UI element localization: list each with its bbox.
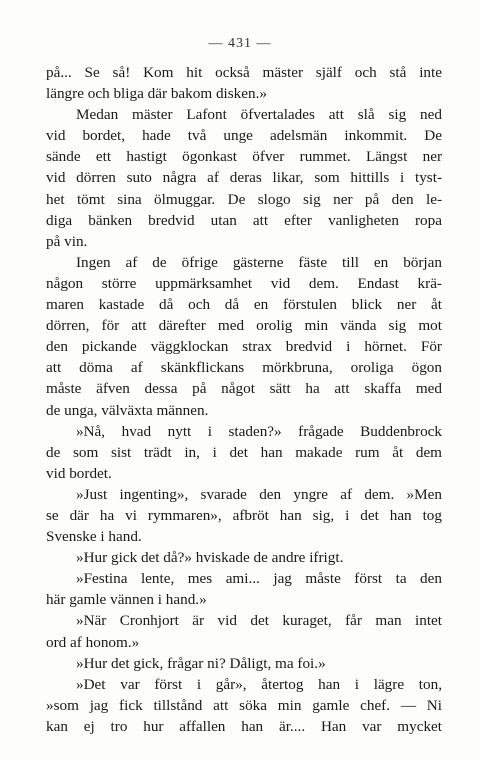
text-line: »Nå, hvad nytt i staden?» frågade Buddenbrock — [76, 422, 442, 440]
text-line: på... Se så! Kom hit också mäster själf och stå inte — [46, 64, 442, 81]
text-line: att döma af skänkflickans mörkbruna, oroliga ögon — [46, 359, 442, 377]
text-line: Ingen af de öfrige gästerne fäste till en början — [76, 253, 442, 271]
text-line: på vin. — [46, 232, 88, 250]
text-line: ord af honom.» — [46, 633, 140, 651]
text-line: »Hur det gick, frågar ni? Dåligt, ma foi.» — [76, 654, 326, 672]
text-line: »Hur gick det då?» hviskade de andre ifrigt. — [76, 549, 344, 567]
text-line: »Just ingenting», svarade den yngre af dem. »Men — [76, 485, 442, 503]
text-line: vid dörren suto några af deras likar, som hittills i tyst- — [46, 169, 442, 187]
text-line: längre och bliga där bakom disken.» — [46, 85, 267, 103]
page-number: — 431 — — [208, 36, 272, 51]
text-line: »Det var först i går», återtog han i lägre ton, — [76, 675, 442, 693]
text-line: vid bordet, hade två unge adelsmän inkommit. De — [46, 127, 442, 145]
text-line: »Festina lente, mes ami... jag måste först ta den — [76, 570, 442, 588]
text-line: se där ha vi rymmaren», afbröt han sig, i det han tog — [46, 506, 442, 524]
text-line: dörren, för att därefter med orolig min vända sig mot — [46, 317, 442, 335]
text-line: het tömt sina ölmuggar. De slogo sig ner på den le- — [46, 190, 442, 208]
text-line: maren kastade då och då en förstulen blick ner åt — [46, 296, 442, 314]
text-line: de som sist trädt in, i det han makade rum åt dem — [46, 443, 442, 461]
text-line: här gamle vännen i hand.» — [46, 591, 207, 609]
text-line: diga bänken bredvid utan att efter vanligheten ropa — [46, 211, 442, 229]
text-line: vid bordet. — [46, 464, 112, 482]
text-line: sände ett hastigt ögonkast öfver rummet. Längst ner — [46, 148, 442, 166]
text-line: den pickande väggklockan strax bredvid i hörnet. För — [46, 338, 442, 356]
text-line: »När Cronhjort är vid det kuraget, får man intet — [76, 612, 442, 630]
text-line: Medan mäster Lafont öfvertalades att slå sig ned — [76, 106, 442, 124]
text-line: Svenske i hand. — [46, 528, 142, 546]
text-line: kan ej tro hur affallen han är.... Han var mycket — [46, 717, 442, 735]
text-line: någon större uppmärksamhet vid dem. Endast krä- — [46, 274, 442, 292]
text-line: »som jag fick tillstånd att söka min gamle chef. — Ni — [46, 696, 442, 714]
body-text — [46, 62, 442, 737]
text-line: måste äfven dessa på något sätt ha att skaffa med — [46, 380, 442, 398]
text-line: de unga, välväxta männen. — [46, 401, 209, 419]
